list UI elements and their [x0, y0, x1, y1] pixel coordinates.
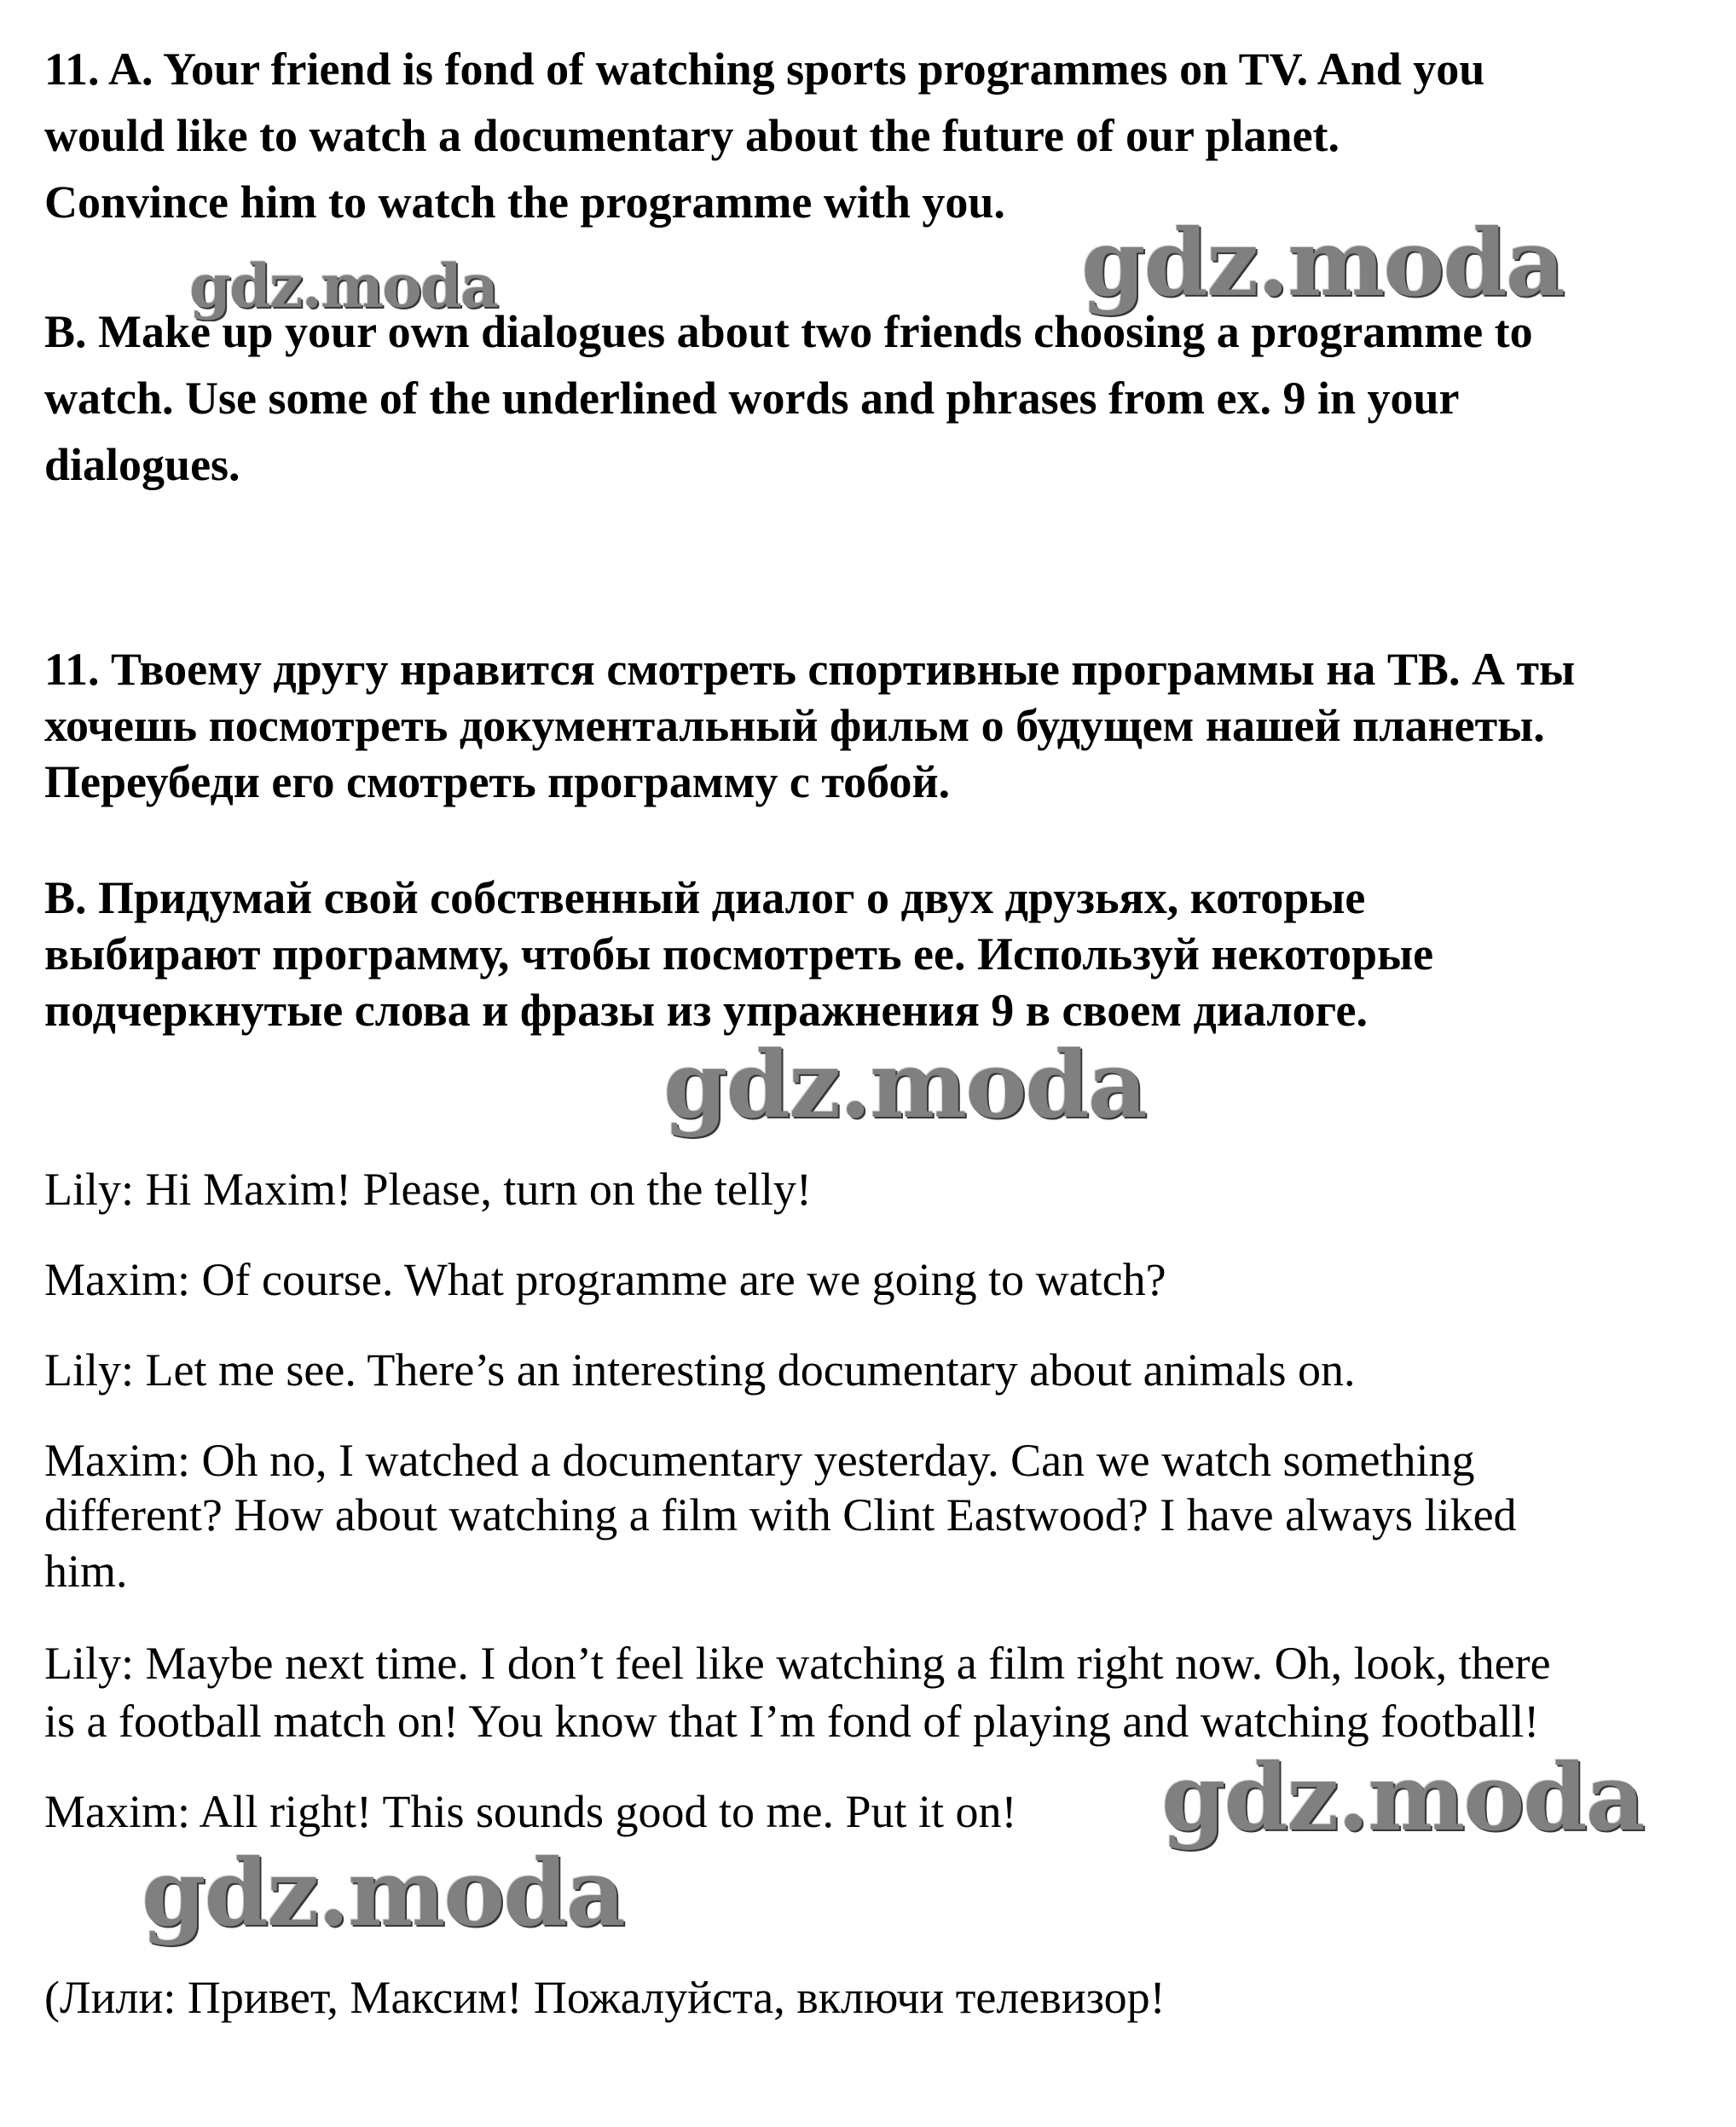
- task-ru-b-line-2: выбирают программу, чтобы посмотреть ее. Используй некоторые: [44, 928, 1434, 980]
- dialogue-line: Maxim: Oh no, I watched a documentary yesterday. Can we watch something: [44, 1435, 1475, 1486]
- watermark-logo: gdz.moda: [1161, 1744, 1644, 1852]
- dialogue-line: Lily: Let me see. There’s an interesting documentary about animals on.: [44, 1344, 1356, 1396]
- dialogue-line: (Лили: Привет, Максим! Пожалуйста, включи телевизор!: [44, 1972, 1166, 2023]
- dialogue-line: Lily: Maybe next time. I don’t feel like watching a film right now. Oh, look, there: [44, 1638, 1551, 1689]
- dialogue-line: is a football match on! You know that I’m fond of playing and watching football!: [44, 1696, 1540, 1747]
- dialogue-line: different? How about watching a film with Clint Eastwood? I have always liked: [44, 1489, 1517, 1540]
- watermark-logo: gdz.moda: [189, 251, 498, 321]
- dialogue-line: Maxim: Of course. What programme are we going to watch?: [44, 1254, 1166, 1305]
- task-b-line-1: B. Make up your own dialogues about two friends choosing a programme to: [44, 306, 1533, 357]
- task-ru-b-line-1: B. Придумай свой собственный диалог о двух друзьях, которые: [44, 872, 1366, 923]
- task-b-line-2: watch. Use some of the underlined words and phrases from ex. 9 in your: [44, 373, 1460, 424]
- watermark-logo: gdz.moda: [663, 1032, 1146, 1139]
- task-a-line-1: 11. A. Your friend is fond of watching sports programmes on TV. And you: [44, 43, 1485, 95]
- dialogue-line: Lily: Hi Maxim! Please, turn on the telly!: [44, 1164, 812, 1215]
- task-a-line-2: would like to watch a documentary about the future of our planet.: [44, 110, 1340, 161]
- task-a-line-3: Convince him to watch the programme with you.: [44, 176, 1005, 228]
- watermark-logo: gdz.moda: [142, 1840, 624, 1947]
- task-ru-b-line-3: подчеркнутые слова и фразы из упражнения 9 в своем диалоге.: [44, 985, 1368, 1036]
- watermark-logo: gdz.moda: [1081, 210, 1564, 317]
- task-b-line-3: dialogues.: [44, 439, 240, 490]
- dialogue-line: him.: [44, 1546, 128, 1597]
- task-ru-a-line-1: 11. Твоему другу нравится смотреть спортивные программы на ТВ. А ты: [44, 644, 1576, 695]
- task-ru-a-line-3: Переубеди его смотреть программу с тобой.: [44, 756, 951, 807]
- task-ru-a-line-2: хочешь посмотреть документальный фильм о будущем нашей планеты.: [44, 700, 1545, 751]
- dialogue-line: Maxim: All right! This sounds good to me. Put it on!: [44, 1786, 1017, 1837]
